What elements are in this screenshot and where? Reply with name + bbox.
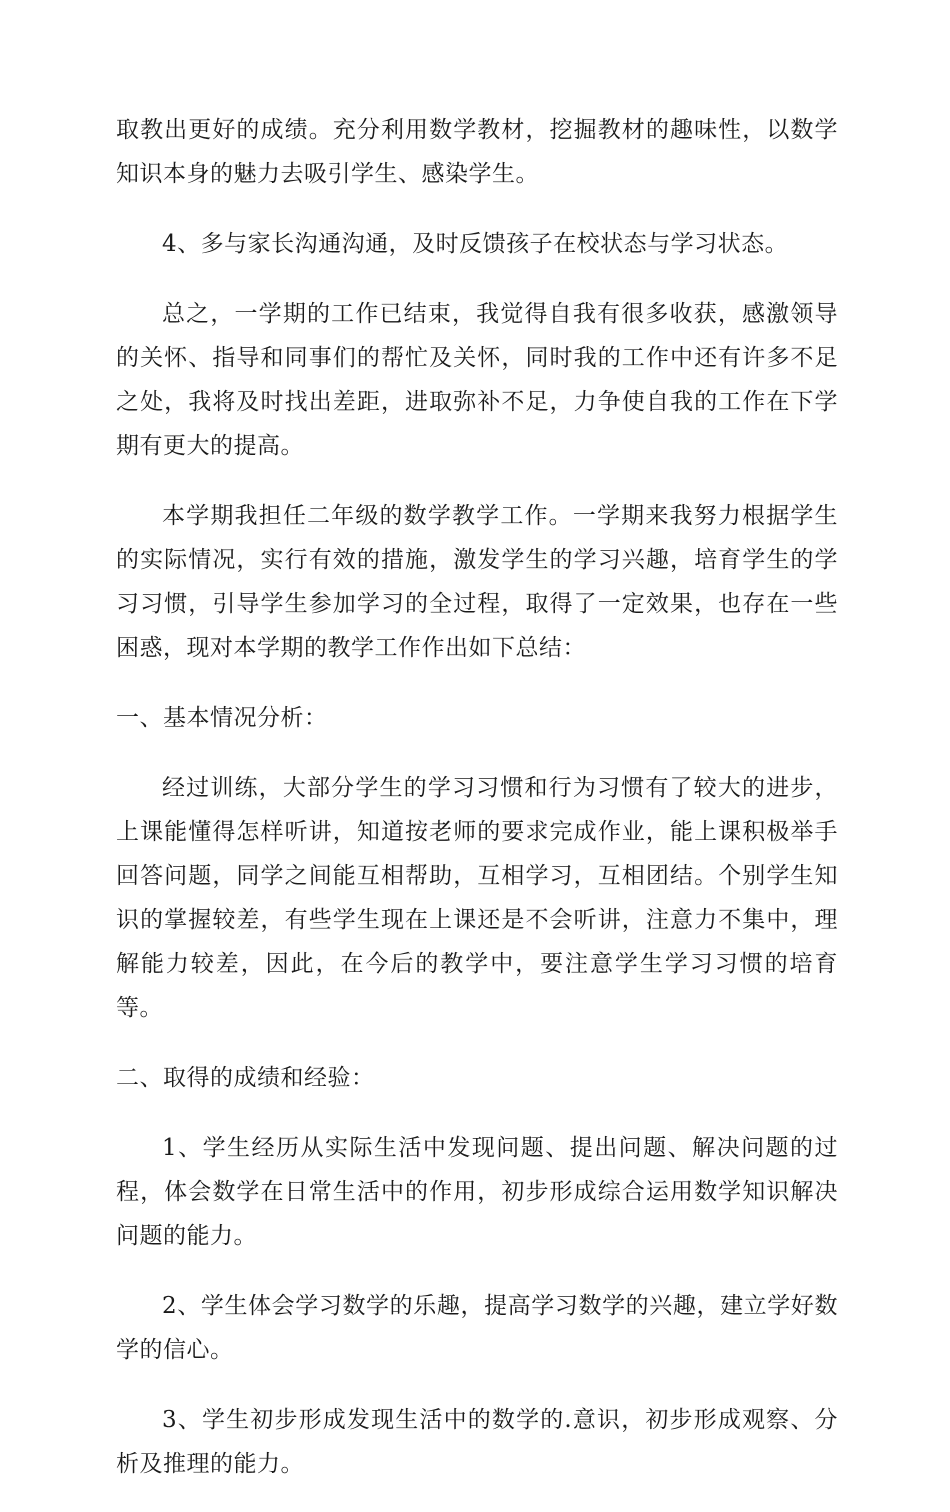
paragraph-achievement-2: 2、学生体会学习数学的乐趣，提高学习数学的兴趣，建立学好数学的信心。	[116, 1293, 838, 1363]
section-heading-basic-analysis: 一、基本情况分析：	[116, 705, 328, 731]
paragraph-summary: 总之，一学期的工作已结束，我觉得自我有很多收获，感激领导的关怀、指导和同事们的帮忙及关怀，同时我的工作中还有许多不足之处，我将及时找出差距，进取弥补不足，力争使自我的工作在下学期有更大的提高。	[116, 301, 838, 459]
paragraph-continuation: 取教出更好的成绩。充分利用数学教材，挖掘教材的趣味性，以数学知识本身的魅力去吸引学生、感染学生。	[116, 117, 838, 187]
paragraph-basic-analysis: 经过训练，大部分学生的学习习惯和行为习惯有了较大的进步，上课能懂得怎样听讲，知道按老师的要求完成作业，能上课积极举手回答问题，同学之间能互相帮助，互相学习，互相团结。个别学生知识的掌握较差，有些学生现在上课还是不会听讲，注意力不集中，理解能力较差，因此，在今后的教学中，要注意学生学习习惯的培育等。	[116, 775, 838, 1021]
section-heading-achievements: 二、取得的成绩和经验：	[116, 1065, 375, 1091]
paragraph-intro: 本学期我担任二年级的数学教学工作。一学期来我努力根据学生的实际情况，实行有效的措施，激发学生的学习兴趣，培育学生的学习习惯，引导学生参加学习的全过程，取得了一定效果，也存在一些困惑，现对本学期的教学工作作出如下总结：	[116, 503, 838, 661]
paragraph-item-4: 4、多与家长沟通沟通，及时反馈孩子在校状态与学习状态。	[162, 231, 789, 257]
paragraph-achievement-3: 3、学生初步形成发现生活中的数学的.意识，初步形成观察、分析及推理的能力。	[116, 1407, 838, 1477]
document-body	[116, 108, 838, 1512]
paragraph-achievement-1: 1、学生经历从实际生活中发现问题、提出问题、解决问题的过程，体会数学在日常生活中的作用，初步形成综合运用数学知识解决问题的能力。	[116, 1135, 838, 1249]
